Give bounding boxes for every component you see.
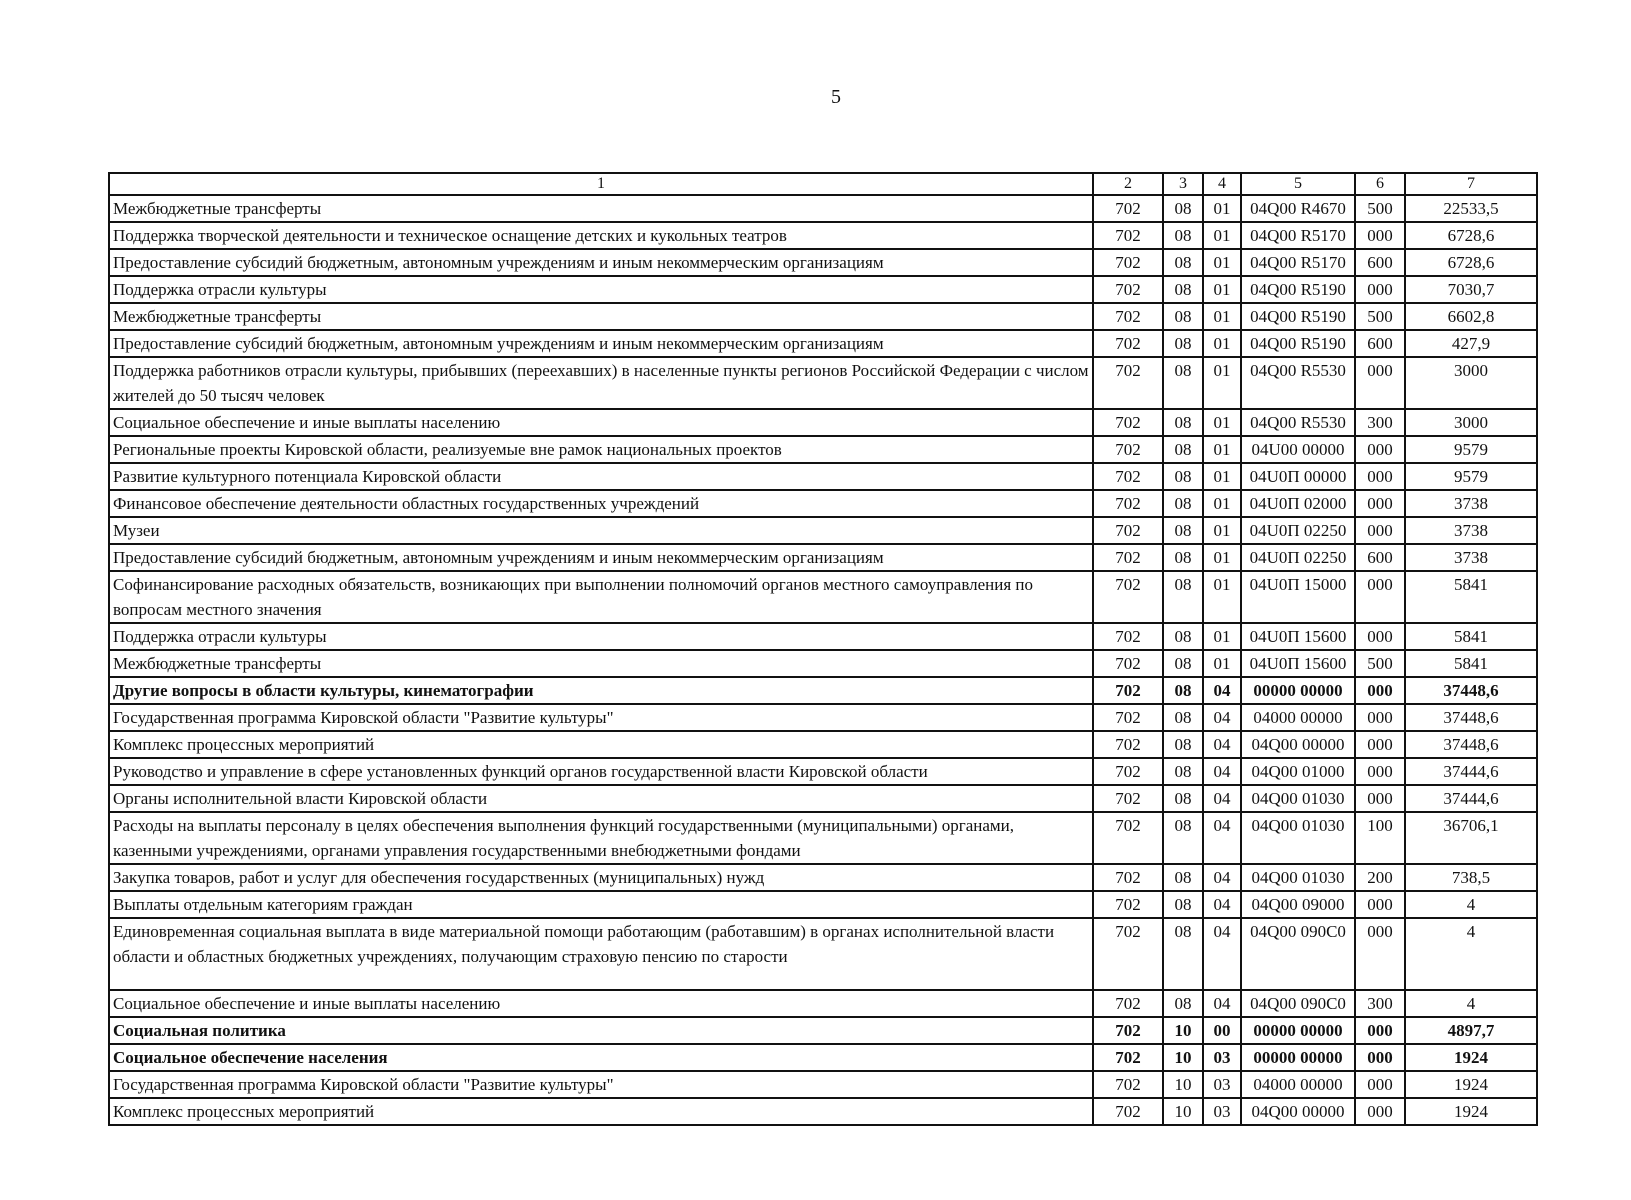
row-name-cell: Региональные проекты Кировской области, реализуемые вне рамок национальных проектов bbox=[109, 436, 1093, 463]
row-name-cell: Комплекс процессных мероприятий bbox=[109, 731, 1093, 758]
row-col6-cell: 600 bbox=[1355, 330, 1405, 357]
row-col2-cell: 702 bbox=[1093, 731, 1163, 758]
row-col5-cell: 04U0П 02250 bbox=[1241, 517, 1355, 544]
row-col4-cell: 01 bbox=[1203, 276, 1241, 303]
row-name-cell: Органы исполнительной власти Кировской области bbox=[109, 785, 1093, 812]
table-row bbox=[109, 1071, 1537, 1098]
row-col4-cell: 01 bbox=[1203, 357, 1241, 409]
row-col4-cell: 04 bbox=[1203, 677, 1241, 704]
row-col6-cell: 500 bbox=[1355, 195, 1405, 222]
row-col2-cell: 702 bbox=[1093, 1071, 1163, 1098]
row-col6-cell: 200 bbox=[1355, 864, 1405, 891]
row-col7-cell: 3000 bbox=[1405, 357, 1537, 409]
row-col7-cell: 9579 bbox=[1405, 436, 1537, 463]
row-col4-cell: 01 bbox=[1203, 249, 1241, 276]
table-row bbox=[109, 222, 1537, 249]
row-col7-cell: 4 bbox=[1405, 918, 1537, 990]
row-col4-cell: 04 bbox=[1203, 785, 1241, 812]
row-col4-cell: 01 bbox=[1203, 222, 1241, 249]
row-col7-cell: 37448,6 bbox=[1405, 677, 1537, 704]
row-col7-cell: 22533,5 bbox=[1405, 195, 1537, 222]
row-col6-cell: 000 bbox=[1355, 490, 1405, 517]
row-col4-cell: 01 bbox=[1203, 490, 1241, 517]
row-name-cell: Развитие культурного потенциала Кировской области bbox=[109, 463, 1093, 490]
row-col6-cell: 000 bbox=[1355, 517, 1405, 544]
table-row bbox=[109, 249, 1537, 276]
row-col7-cell: 738,5 bbox=[1405, 864, 1537, 891]
row-col3-cell: 08 bbox=[1163, 785, 1203, 812]
row-col2-cell: 702 bbox=[1093, 276, 1163, 303]
row-col5-cell: 04U0П 02250 bbox=[1241, 544, 1355, 571]
row-col3-cell: 08 bbox=[1163, 731, 1203, 758]
row-col5-cell: 04Q00 090C0 bbox=[1241, 918, 1355, 990]
row-col6-cell: 600 bbox=[1355, 249, 1405, 276]
table-row bbox=[109, 704, 1537, 731]
row-name-cell: Государственная программа Кировской области "Развитие культуры" bbox=[109, 704, 1093, 731]
row-col7-cell: 5841 bbox=[1405, 650, 1537, 677]
row-col2-cell: 702 bbox=[1093, 517, 1163, 544]
row-name-cell: Музеи bbox=[109, 517, 1093, 544]
row-col2-cell: 702 bbox=[1093, 704, 1163, 731]
row-col2-cell: 702 bbox=[1093, 785, 1163, 812]
row-col6-cell: 000 bbox=[1355, 463, 1405, 490]
row-col5-cell: 04U0П 15600 bbox=[1241, 650, 1355, 677]
budget-table bbox=[108, 172, 1538, 1126]
row-col3-cell: 08 bbox=[1163, 409, 1203, 436]
table-row bbox=[109, 330, 1537, 357]
row-col4-cell: 01 bbox=[1203, 330, 1241, 357]
row-col6-cell: 300 bbox=[1355, 409, 1405, 436]
table-row bbox=[109, 463, 1537, 490]
row-col7-cell: 1924 bbox=[1405, 1098, 1537, 1125]
row-name-cell: Закупка товаров, работ и услуг для обеспечения государственных (муниципальных) нужд bbox=[109, 864, 1093, 891]
row-col3-cell: 08 bbox=[1163, 436, 1203, 463]
row-col6-cell: 000 bbox=[1355, 623, 1405, 650]
row-col3-cell: 08 bbox=[1163, 517, 1203, 544]
row-col4-cell: 04 bbox=[1203, 864, 1241, 891]
row-col6-cell: 000 bbox=[1355, 785, 1405, 812]
row-col4-cell: 01 bbox=[1203, 195, 1241, 222]
row-col4-cell: 01 bbox=[1203, 436, 1241, 463]
row-name-cell: Предоставление субсидий бюджетным, автономным учреждениям и иным некоммерческим организациям bbox=[109, 544, 1093, 571]
row-col4-cell: 01 bbox=[1203, 623, 1241, 650]
row-col7-cell: 4897,7 bbox=[1405, 1017, 1537, 1044]
row-col6-cell: 000 bbox=[1355, 276, 1405, 303]
header-col-7: 7 bbox=[1405, 173, 1537, 195]
row-col5-cell: 04Q00 R4670 bbox=[1241, 195, 1355, 222]
row-col6-cell: 000 bbox=[1355, 731, 1405, 758]
table-row bbox=[109, 1098, 1537, 1125]
row-col4-cell: 04 bbox=[1203, 918, 1241, 990]
row-col6-cell: 000 bbox=[1355, 677, 1405, 704]
row-col3-cell: 10 bbox=[1163, 1071, 1203, 1098]
row-col6-cell: 000 bbox=[1355, 758, 1405, 785]
table-row bbox=[109, 571, 1537, 623]
row-name-cell: Комплекс процессных мероприятий bbox=[109, 1098, 1093, 1125]
row-col7-cell: 37448,6 bbox=[1405, 731, 1537, 758]
row-col7-cell: 37448,6 bbox=[1405, 704, 1537, 731]
row-col4-cell: 01 bbox=[1203, 303, 1241, 330]
row-col7-cell: 3738 bbox=[1405, 544, 1537, 571]
row-name-cell: Межбюджетные трансферты bbox=[109, 195, 1093, 222]
row-col7-cell: 5841 bbox=[1405, 571, 1537, 623]
header-col-4: 4 bbox=[1203, 173, 1241, 195]
table-row bbox=[109, 490, 1537, 517]
row-col6-cell: 000 bbox=[1355, 891, 1405, 918]
row-col2-cell: 702 bbox=[1093, 864, 1163, 891]
row-name-cell: Руководство и управление в сфере установленных функций органов государственной власти Кировской области bbox=[109, 758, 1093, 785]
table-row bbox=[109, 436, 1537, 463]
table-row bbox=[109, 990, 1537, 1017]
row-col5-cell: 04Q00 01030 bbox=[1241, 864, 1355, 891]
table-row bbox=[109, 1017, 1537, 1044]
header-row bbox=[109, 173, 1537, 195]
row-name-cell: Софинансирование расходных обязательств, возникающих при выполнении полномочий органов местного самоуправления по вопросам местного значения bbox=[109, 571, 1093, 623]
row-col4-cell: 04 bbox=[1203, 704, 1241, 731]
row-col4-cell: 01 bbox=[1203, 463, 1241, 490]
table-row bbox=[109, 623, 1537, 650]
row-col7-cell: 6602,8 bbox=[1405, 303, 1537, 330]
row-col6-cell: 500 bbox=[1355, 303, 1405, 330]
row-col3-cell: 08 bbox=[1163, 623, 1203, 650]
row-col5-cell: 04Q00 00000 bbox=[1241, 1098, 1355, 1125]
row-col4-cell: 04 bbox=[1203, 758, 1241, 785]
row-col7-cell: 4 bbox=[1405, 891, 1537, 918]
row-col7-cell: 3738 bbox=[1405, 517, 1537, 544]
table-row bbox=[109, 650, 1537, 677]
row-col7-cell: 37444,6 bbox=[1405, 758, 1537, 785]
row-col3-cell: 10 bbox=[1163, 1044, 1203, 1071]
row-name-cell: Социальная политика bbox=[109, 1017, 1093, 1044]
row-col3-cell: 08 bbox=[1163, 677, 1203, 704]
row-col5-cell: 04Q00 R5530 bbox=[1241, 409, 1355, 436]
row-name-cell: Другие вопросы в области культуры, кинематографии bbox=[109, 677, 1093, 704]
row-col4-cell: 01 bbox=[1203, 517, 1241, 544]
row-col3-cell: 08 bbox=[1163, 758, 1203, 785]
table-row bbox=[109, 409, 1537, 436]
row-col5-cell: 04U0П 15000 bbox=[1241, 571, 1355, 623]
row-col4-cell: 03 bbox=[1203, 1071, 1241, 1098]
row-col4-cell: 00 bbox=[1203, 1017, 1241, 1044]
row-col6-cell: 000 bbox=[1355, 571, 1405, 623]
row-col3-cell: 08 bbox=[1163, 463, 1203, 490]
row-col6-cell: 000 bbox=[1355, 222, 1405, 249]
row-name-cell: Расходы на выплаты персоналу в целях обеспечения выполнения функций государственными (муниципальными) органами, казенными учреждениями, органами управления государственными внебюджетными фондами bbox=[109, 812, 1093, 864]
row-col7-cell: 4 bbox=[1405, 990, 1537, 1017]
row-col5-cell: 04U0П 02000 bbox=[1241, 490, 1355, 517]
row-name-cell: Единовременная социальная выплата в виде материальной помощи работающим (работавшим) в органах исполнительной власти области и областных бюджетных учреждениях, получающим страховую пенсию по старости bbox=[109, 918, 1093, 990]
table-row bbox=[109, 758, 1537, 785]
row-name-cell: Предоставление субсидий бюджетным, автономным учреждениям и иным некоммерческим организациям bbox=[109, 249, 1093, 276]
row-col3-cell: 08 bbox=[1163, 249, 1203, 276]
row-col3-cell: 08 bbox=[1163, 650, 1203, 677]
row-name-cell: Финансовое обеспечение деятельности областных государственных учреждений bbox=[109, 490, 1093, 517]
row-col6-cell: 000 bbox=[1355, 357, 1405, 409]
header-col-1: 1 bbox=[109, 173, 1093, 195]
table-row bbox=[109, 544, 1537, 571]
row-col3-cell: 08 bbox=[1163, 222, 1203, 249]
row-col5-cell: 04U0П 00000 bbox=[1241, 463, 1355, 490]
row-col5-cell: 04Q00 090C0 bbox=[1241, 990, 1355, 1017]
table-row bbox=[109, 195, 1537, 222]
row-col2-cell: 702 bbox=[1093, 990, 1163, 1017]
row-col4-cell: 04 bbox=[1203, 891, 1241, 918]
table-row bbox=[109, 864, 1537, 891]
row-col3-cell: 08 bbox=[1163, 330, 1203, 357]
row-col7-cell: 9579 bbox=[1405, 463, 1537, 490]
row-col4-cell: 04 bbox=[1203, 812, 1241, 864]
row-col5-cell: 04Q00 01000 bbox=[1241, 758, 1355, 785]
row-col2-cell: 702 bbox=[1093, 222, 1163, 249]
row-col3-cell: 08 bbox=[1163, 571, 1203, 623]
row-col4-cell: 01 bbox=[1203, 544, 1241, 571]
table-row bbox=[109, 517, 1537, 544]
row-col5-cell: 00000 00000 bbox=[1241, 1044, 1355, 1071]
table-row bbox=[109, 918, 1537, 990]
row-col2-cell: 702 bbox=[1093, 812, 1163, 864]
row-col3-cell: 08 bbox=[1163, 195, 1203, 222]
row-col7-cell: 7030,7 bbox=[1405, 276, 1537, 303]
row-col6-cell: 000 bbox=[1355, 704, 1405, 731]
row-col3-cell: 08 bbox=[1163, 812, 1203, 864]
row-name-cell: Поддержка творческой деятельности и техническое оснащение детских и кукольных театров bbox=[109, 222, 1093, 249]
row-col2-cell: 702 bbox=[1093, 544, 1163, 571]
row-col6-cell: 000 bbox=[1355, 436, 1405, 463]
row-col2-cell: 702 bbox=[1093, 677, 1163, 704]
row-col5-cell: 04Q00 00000 bbox=[1241, 731, 1355, 758]
row-col2-cell: 702 bbox=[1093, 918, 1163, 990]
row-col2-cell: 702 bbox=[1093, 650, 1163, 677]
row-col2-cell: 702 bbox=[1093, 436, 1163, 463]
row-col7-cell: 6728,6 bbox=[1405, 249, 1537, 276]
row-col5-cell: 04U00 00000 bbox=[1241, 436, 1355, 463]
header-col-2: 2 bbox=[1093, 173, 1163, 195]
row-col2-cell: 702 bbox=[1093, 357, 1163, 409]
row-col7-cell: 3000 bbox=[1405, 409, 1537, 436]
row-col3-cell: 08 bbox=[1163, 990, 1203, 1017]
row-col5-cell: 04U0П 15600 bbox=[1241, 623, 1355, 650]
page-number: 5 bbox=[831, 86, 841, 108]
row-col5-cell: 04Q00 R5170 bbox=[1241, 249, 1355, 276]
row-col4-cell: 01 bbox=[1203, 409, 1241, 436]
header-col-6: 6 bbox=[1355, 173, 1405, 195]
row-name-cell: Социальное обеспечение и иные выплаты населению bbox=[109, 990, 1093, 1017]
row-col3-cell: 08 bbox=[1163, 490, 1203, 517]
row-col5-cell: 04Q00 R5190 bbox=[1241, 330, 1355, 357]
table-row bbox=[109, 891, 1537, 918]
row-col3-cell: 10 bbox=[1163, 1017, 1203, 1044]
header-col-3: 3 bbox=[1163, 173, 1203, 195]
row-col7-cell: 6728,6 bbox=[1405, 222, 1537, 249]
row-col5-cell: 04Q00 09000 bbox=[1241, 891, 1355, 918]
row-name-cell: Социальное обеспечение и иные выплаты населению bbox=[109, 409, 1093, 436]
row-col5-cell: 00000 00000 bbox=[1241, 677, 1355, 704]
row-col2-cell: 702 bbox=[1093, 409, 1163, 436]
table-row bbox=[109, 677, 1537, 704]
row-col7-cell: 1924 bbox=[1405, 1044, 1537, 1071]
row-name-cell: Предоставление субсидий бюджетным, автономным учреждениям и иным некоммерческим организациям bbox=[109, 330, 1093, 357]
row-col4-cell: 04 bbox=[1203, 990, 1241, 1017]
table-row bbox=[109, 276, 1537, 303]
row-col6-cell: 300 bbox=[1355, 990, 1405, 1017]
row-col2-cell: 702 bbox=[1093, 1044, 1163, 1071]
row-col7-cell: 3738 bbox=[1405, 490, 1537, 517]
row-col7-cell: 1924 bbox=[1405, 1071, 1537, 1098]
row-col5-cell: 04000 00000 bbox=[1241, 1071, 1355, 1098]
row-col3-cell: 08 bbox=[1163, 891, 1203, 918]
row-col2-cell: 702 bbox=[1093, 249, 1163, 276]
row-col2-cell: 702 bbox=[1093, 1098, 1163, 1125]
row-name-cell: Межбюджетные трансферты bbox=[109, 303, 1093, 330]
row-col6-cell: 000 bbox=[1355, 1017, 1405, 1044]
row-col2-cell: 702 bbox=[1093, 758, 1163, 785]
row-col4-cell: 03 bbox=[1203, 1044, 1241, 1071]
row-col3-cell: 08 bbox=[1163, 704, 1203, 731]
row-col2-cell: 702 bbox=[1093, 330, 1163, 357]
row-col5-cell: 04Q00 R5190 bbox=[1241, 276, 1355, 303]
table-row bbox=[109, 785, 1537, 812]
row-col5-cell: 04000 00000 bbox=[1241, 704, 1355, 731]
row-col2-cell: 702 bbox=[1093, 463, 1163, 490]
row-col3-cell: 08 bbox=[1163, 276, 1203, 303]
row-col3-cell: 08 bbox=[1163, 544, 1203, 571]
row-col6-cell: 000 bbox=[1355, 918, 1405, 990]
row-col5-cell: 04Q00 R5530 bbox=[1241, 357, 1355, 409]
row-col6-cell: 600 bbox=[1355, 544, 1405, 571]
row-col3-cell: 08 bbox=[1163, 918, 1203, 990]
row-col6-cell: 000 bbox=[1355, 1044, 1405, 1071]
row-col2-cell: 702 bbox=[1093, 571, 1163, 623]
row-col6-cell: 500 bbox=[1355, 650, 1405, 677]
row-col7-cell: 5841 bbox=[1405, 623, 1537, 650]
row-col5-cell: 04Q00 01030 bbox=[1241, 812, 1355, 864]
row-col2-cell: 702 bbox=[1093, 1017, 1163, 1044]
table-row bbox=[109, 303, 1537, 330]
row-col4-cell: 04 bbox=[1203, 731, 1241, 758]
row-col2-cell: 702 bbox=[1093, 303, 1163, 330]
row-col2-cell: 702 bbox=[1093, 195, 1163, 222]
row-name-cell: Поддержка отрасли культуры bbox=[109, 276, 1093, 303]
table-row bbox=[109, 357, 1537, 409]
table-body bbox=[109, 195, 1537, 1125]
row-col5-cell: 04Q00 01030 bbox=[1241, 785, 1355, 812]
row-col5-cell: 04Q00 R5170 bbox=[1241, 222, 1355, 249]
row-name-cell: Поддержка отрасли культуры bbox=[109, 623, 1093, 650]
row-col5-cell: 00000 00000 bbox=[1241, 1017, 1355, 1044]
row-name-cell: Межбюджетные трансферты bbox=[109, 650, 1093, 677]
row-col4-cell: 03 bbox=[1203, 1098, 1241, 1125]
row-col6-cell: 100 bbox=[1355, 812, 1405, 864]
row-col3-cell: 10 bbox=[1163, 1098, 1203, 1125]
row-name-cell: Выплаты отдельным категориям граждан bbox=[109, 891, 1093, 918]
row-col7-cell: 36706,1 bbox=[1405, 812, 1537, 864]
row-col4-cell: 01 bbox=[1203, 650, 1241, 677]
row-col4-cell: 01 bbox=[1203, 571, 1241, 623]
row-col2-cell: 702 bbox=[1093, 623, 1163, 650]
table-row bbox=[109, 812, 1537, 864]
row-col3-cell: 08 bbox=[1163, 303, 1203, 330]
row-col3-cell: 08 bbox=[1163, 357, 1203, 409]
row-col3-cell: 08 bbox=[1163, 864, 1203, 891]
row-col7-cell: 427,9 bbox=[1405, 330, 1537, 357]
row-name-cell: Поддержка работников отрасли культуры, прибывших (переехавших) в населенные пункты регионов Российской Федерации с числом жителей до 50 тысяч человек bbox=[109, 357, 1093, 409]
row-name-cell: Государственная программа Кировской области "Развитие культуры" bbox=[109, 1071, 1093, 1098]
row-col6-cell: 000 bbox=[1355, 1071, 1405, 1098]
row-col6-cell: 000 bbox=[1355, 1098, 1405, 1125]
row-col2-cell: 702 bbox=[1093, 490, 1163, 517]
row-col5-cell: 04Q00 R5190 bbox=[1241, 303, 1355, 330]
row-col7-cell: 37444,6 bbox=[1405, 785, 1537, 812]
table-row bbox=[109, 1044, 1537, 1071]
header-col-5: 5 bbox=[1241, 173, 1355, 195]
row-col2-cell: 702 bbox=[1093, 891, 1163, 918]
row-name-cell: Социальное обеспечение населения bbox=[109, 1044, 1093, 1071]
table-row bbox=[109, 731, 1537, 758]
